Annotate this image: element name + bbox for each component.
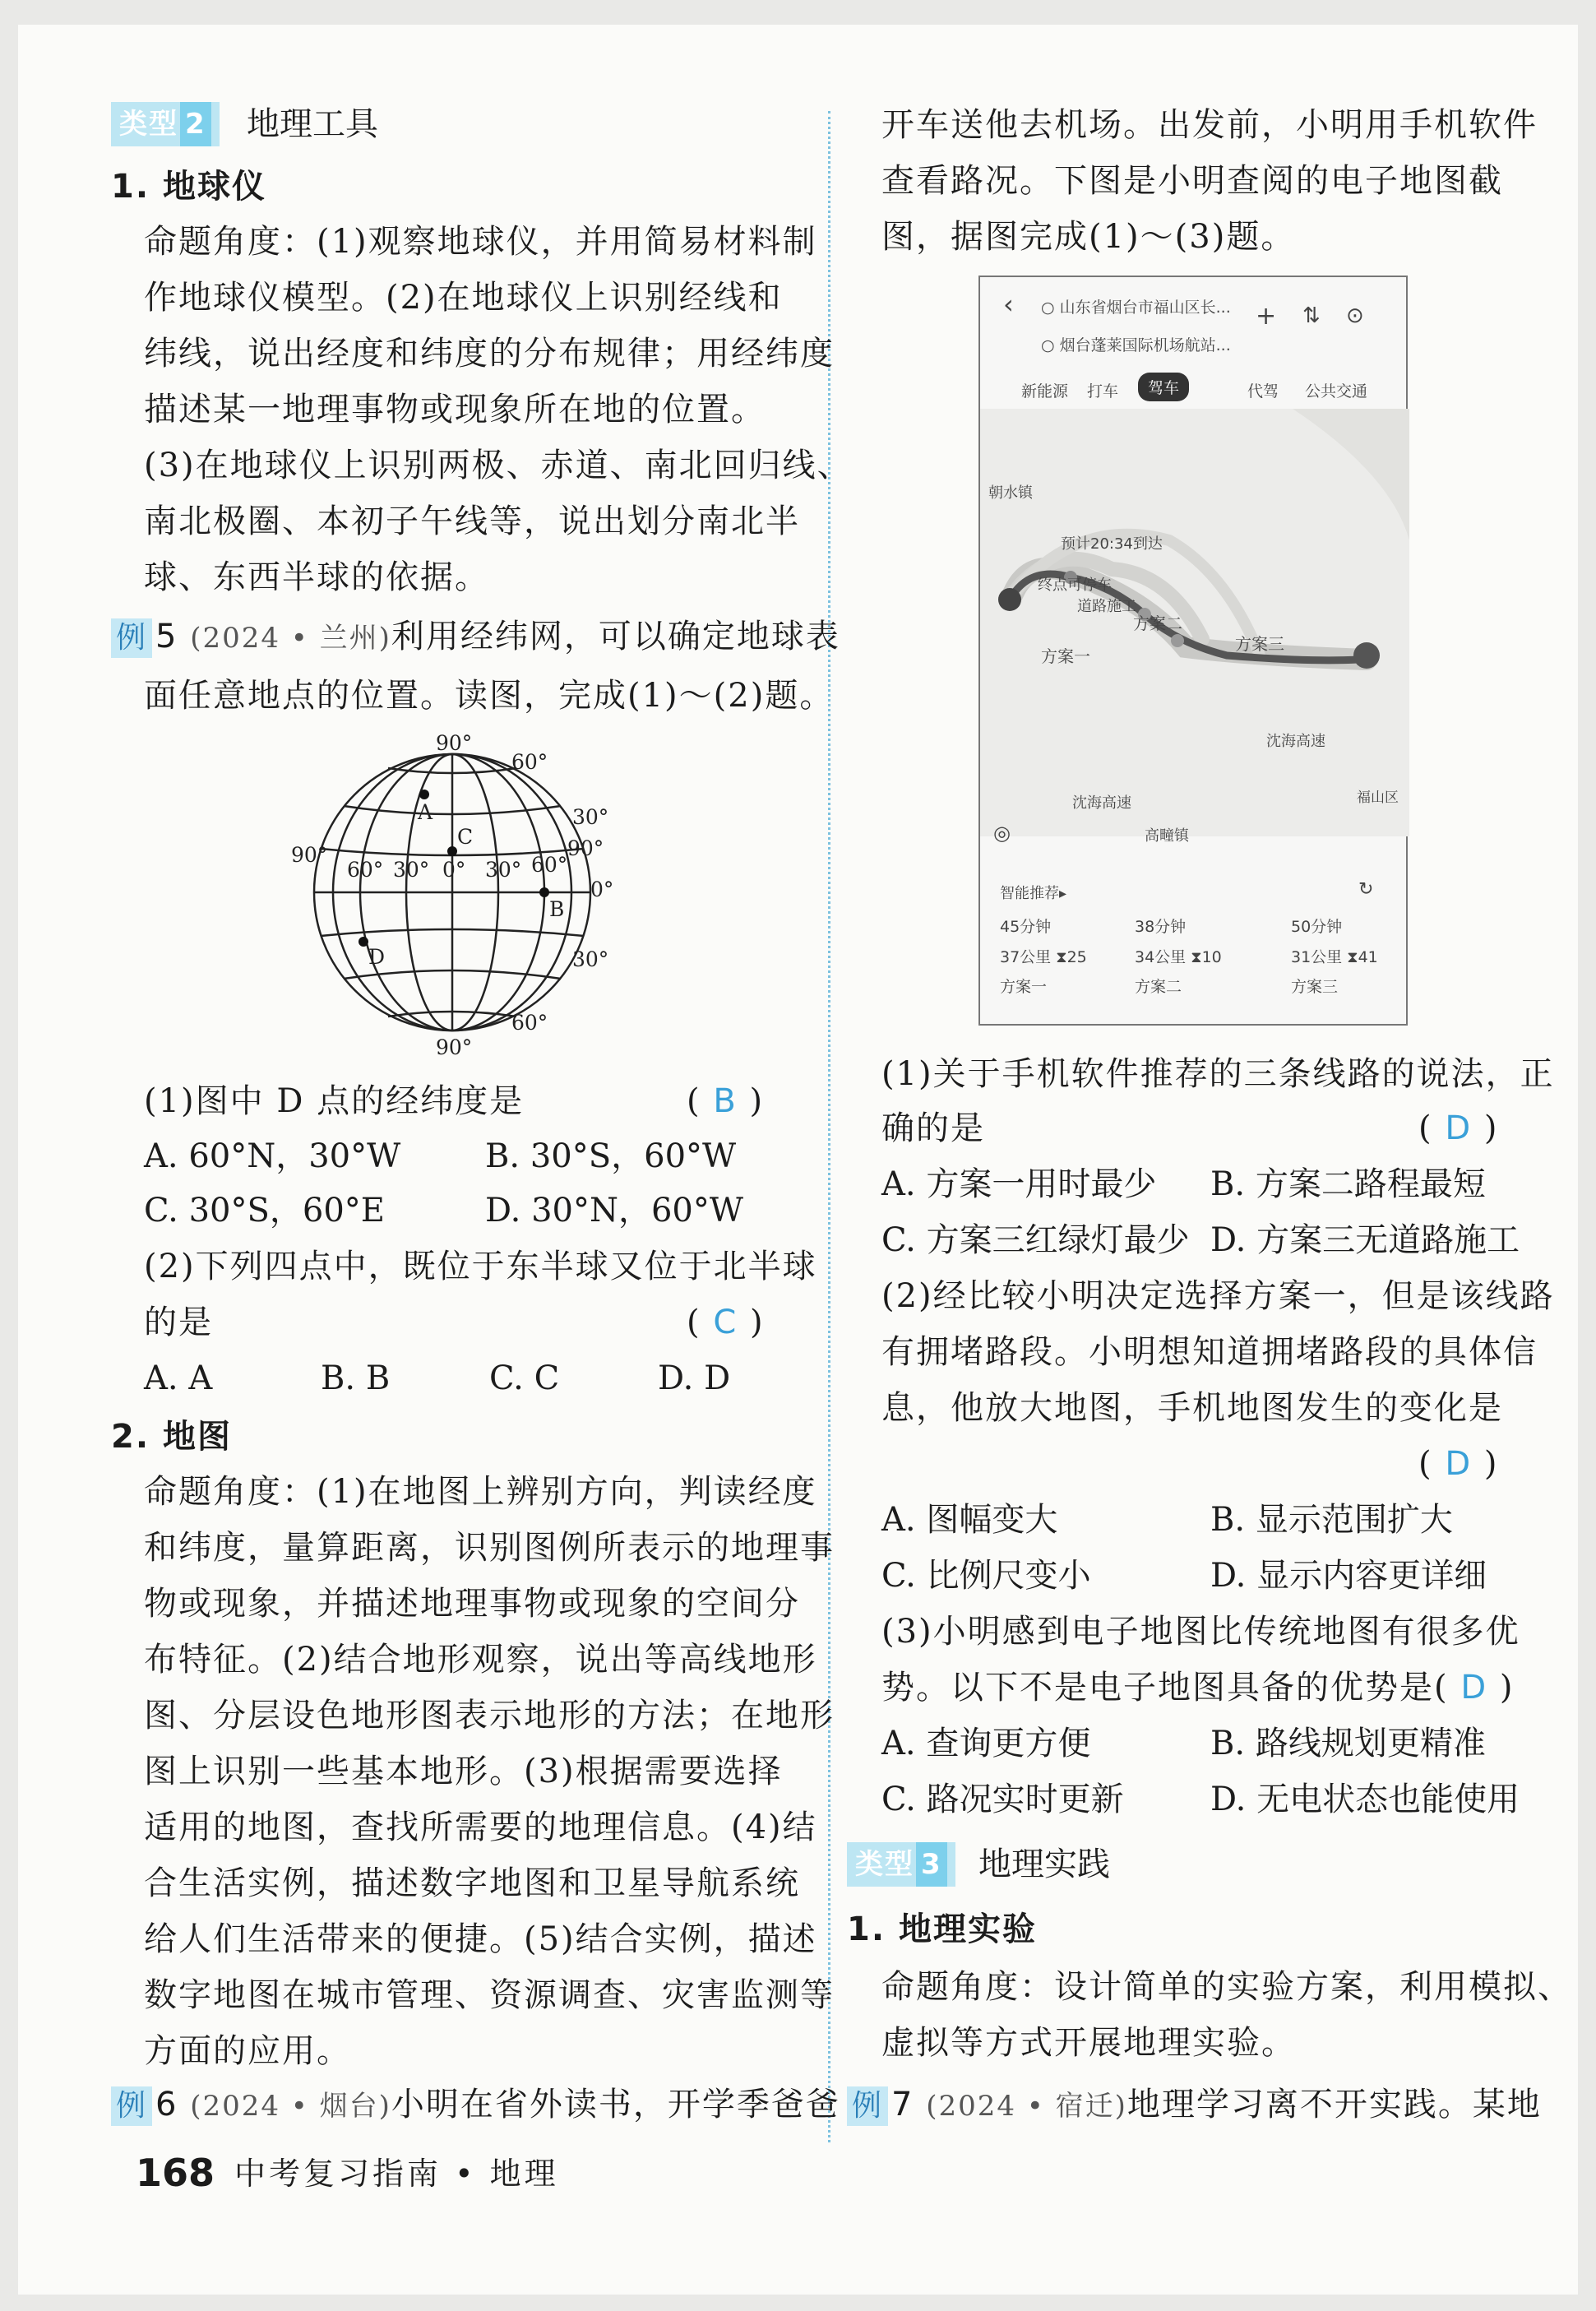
r-q3-stem-line2: 势。以下不是电子地图具备的优势是( D ) [881, 1669, 1515, 1707]
globe-left-label: 90° [291, 843, 328, 867]
ex6-label: 例 [111, 2086, 152, 2126]
globe-bottom-60r-label: 60° [531, 853, 568, 877]
ex6-line3: 查看路况。下图是小明查阅的电子地图截 [881, 162, 1503, 200]
s2p-line-11: 方面的应用。 [144, 2032, 351, 2070]
construction-label: 道路施工 [1077, 598, 1136, 615]
globe-0-label: 0° [590, 878, 614, 901]
district-fushan: 福山区 [1357, 790, 1399, 806]
r-q2-option-b: B. 显示范围扩大 [1210, 1501, 1453, 1539]
q1-answer: B [713, 1082, 738, 1120]
swap-icon: ⇅ [1302, 303, 1321, 328]
ex5-line1 [111, 617, 840, 658]
end-parking-note: 终点可停车 [1038, 577, 1112, 594]
q2-answer: C [713, 1304, 738, 1341]
type2-tag-label: 类型 [119, 108, 178, 141]
r-q1-option-d: D. 方案三无道路施工 [1210, 1221, 1520, 1259]
s1p-line-5: (3)在地球仪上识别两极、赤道、南北回归线、 [144, 447, 852, 484]
s2p-line-2: 和纬度，量算距离，识别图例所表示的地理事 [144, 1529, 835, 1567]
ex6-text1: 小明在省外读书，开学季爸爸 [391, 2086, 840, 2123]
ex5-num: 5 [155, 618, 178, 655]
plan1-name: 方案一 [1000, 978, 1048, 996]
route-label-3: 方案三 [1235, 634, 1284, 654]
q1-option-d: D. 30°N，60°W [485, 1192, 743, 1230]
plan3-time: 50分钟 [1291, 918, 1343, 936]
globe-30s-label: 30° [572, 947, 609, 971]
ex5-text1: 利用经纬网，可以确定地球表 [391, 618, 840, 655]
book-title: 中考复习指南 • 地理 [234, 2156, 559, 2192]
s1p-line-2: 作地球仪模型。(2)在地球仪上识别经线和 [144, 279, 783, 317]
r-q1-stem-line2: 确的是 [881, 1109, 985, 1147]
locate-icon: ◎ [993, 822, 1011, 845]
plan2-time: 38分钟 [1135, 918, 1187, 936]
r-q2-answer: D [1445, 1445, 1473, 1483]
point-a-label: A [418, 800, 433, 824]
ex5-line2: 面任意地点的位置。读图，完成(1)～(2)题。 [144, 677, 835, 715]
ex7-text1: 地理学习离不开实践。某地 [1126, 2086, 1542, 2123]
column-divider [828, 111, 830, 2142]
plan3-lights: 41 [1358, 948, 1378, 966]
s2-title: 2. 地图 [111, 1418, 232, 1456]
plan1-distance: 37公里 ⧗25 [1000, 948, 1087, 966]
r-q1-option-a: A. 方案一用时最少 [881, 1165, 1157, 1203]
point-c-label: C [457, 825, 474, 849]
ex7-label: 例 [847, 2086, 888, 2126]
s1p-line-3: 纬线，说出经度和纬度的分布规律；用经纬度 [144, 335, 835, 373]
s1-title: 1. 地球仪 [111, 168, 266, 206]
r-q3-option-a: A. 查询更方便 [881, 1725, 1091, 1762]
q2-option-d: D. D [658, 1359, 731, 1397]
s2p-line-9: 给人们生活带来的便捷。(5)结合实例，描述 [144, 1920, 817, 1958]
plan1-time: 45分钟 [1000, 918, 1052, 936]
ex6-line4: 图，据图完成(1)～(3)题。 [881, 218, 1296, 256]
r-q1-answer-box: ( D ) [1418, 1109, 1499, 1147]
globe-top-label: 90° [436, 731, 473, 755]
town-gaotuan: 高疃镇 [1145, 827, 1189, 845]
plan2-lights: 10 [1201, 948, 1222, 966]
page-number: 168 [136, 2151, 215, 2195]
back-icon: ‹ [1003, 289, 1014, 320]
globe-60n-label: 60° [511, 750, 548, 774]
origin-text: 山东省烟台市福山区长... [1059, 299, 1231, 317]
globe-60s-label: 60° [511, 1011, 548, 1035]
r-q3-answer: D [1460, 1669, 1488, 1707]
navigation-map-screenshot [978, 276, 1408, 1026]
r-q2-stem-line1: (2)经比较小明决定选择方案一，但是该线路 [881, 1277, 1555, 1315]
ex7-num: 7 [891, 2086, 914, 2123]
mode-taxi: 打车 [1087, 382, 1119, 401]
q1-option-b: B. 30°S，60°W [485, 1137, 737, 1175]
eta-label: 预计20:34到达 [1061, 535, 1163, 553]
type3-title: 地理实践 [978, 1846, 1110, 1883]
plan2-dist-text: 34公里 [1135, 948, 1187, 966]
q1-option-c: C. 30°S，60°E [144, 1192, 386, 1230]
destination-text: 烟台蓬莱国际机场航站... [1059, 336, 1231, 354]
s1p-line-7: 球、东西半球的依据。 [144, 558, 489, 596]
s2p-line-1: 命题角度：(1)在地图上辨别方向，判读经度 [144, 1473, 817, 1511]
q2-option-a: A. A [144, 1359, 213, 1397]
s1p-line-6: 南北极圈、本初子午线等，说出划分南北半 [144, 502, 800, 540]
q1-answer-box: ( B ) [687, 1082, 765, 1120]
mode-drive-selected: 驾车 [1138, 373, 1189, 401]
plan2-name: 方案二 [1135, 978, 1182, 996]
q1-stem: (1)图中 D 点的经纬度是 [144, 1082, 525, 1120]
q2-answer-box: ( C ) [687, 1304, 765, 1341]
q2-option-c: C. C [489, 1359, 560, 1397]
ex6-line1 [111, 2085, 840, 2126]
type2-tag-num: 2 [180, 102, 211, 146]
type3-tag-label: 类型 [855, 1848, 914, 1881]
ex5-source: (2024 • 兰州) [190, 622, 391, 655]
ex5-label: 例 [111, 618, 152, 658]
r-q1-option-b: B. 方案二路程最短 [1210, 1165, 1486, 1203]
route-label-1: 方案一 [1041, 646, 1090, 666]
q2-stem-line1: (2)下列四点中，既位于东半球又位于北半球 [144, 1248, 817, 1285]
type2-tag [111, 102, 220, 146]
r-q2-option-c: C. 比例尺变小 [881, 1557, 1091, 1595]
s3-line2: 虚拟等方式开展地理实验。 [881, 2024, 1296, 2062]
type3-tag [847, 1842, 955, 1887]
mode-transit: 公共交通 [1305, 382, 1368, 401]
plan3-dist-text: 31公里 [1291, 948, 1343, 966]
refresh-icon: ↻ [1358, 879, 1374, 900]
globe-90r-label: 90° [567, 836, 604, 860]
destination-field: ○ 烟台蓬莱国际机场航站... [1041, 336, 1231, 354]
plan3-name: 方案三 [1291, 978, 1339, 996]
s1p-line-4: 描述某一地理事物或现象所在地的位置。 [144, 391, 766, 428]
r-q1-stem-line1: (1)关于手机软件推荐的三条线路的说法，正 [881, 1055, 1555, 1093]
globe-bottom-30-label: 30° [393, 858, 430, 882]
r-q3-stem-text: 势。以下不是电子地图具备的优势是 [881, 1669, 1434, 1707]
r-q2-answer-box: ( D ) [1418, 1445, 1499, 1483]
globe-diagram [291, 731, 641, 1061]
r-q2-option-d: D. 显示内容更详细 [1210, 1557, 1487, 1595]
mode-chauffeur: 代驾 [1247, 382, 1279, 401]
r-q2-stem-line2: 有拥堵路段。小明想知道拥堵路段的具体信 [881, 1333, 1538, 1371]
globe-bottom-60-label: 60° [347, 858, 384, 882]
route-map-canvas [980, 409, 1409, 836]
r-q3-option-c: C. 路况实时更新 [881, 1781, 1124, 1818]
route-label-2: 方案二 [1133, 614, 1182, 633]
ex7-line1 [847, 2085, 1542, 2126]
s2p-line-6: 图上识别一些基本地形。(3)根据需要选择 [144, 1753, 783, 1790]
s2p-line-7: 适用的地图，查找所需要的地理信息。(4)结 [144, 1809, 817, 1846]
ex6-line2: 开车送他去机场。出发前，小明用手机软件 [881, 106, 1538, 144]
smart-recommend-text: 智能推荐 [1000, 885, 1059, 902]
ex6-source: (2024 • 烟台) [190, 2090, 391, 2123]
add-icon: + [1256, 302, 1277, 331]
point-b-label: B [549, 897, 565, 921]
town-chaoshui: 朝水镇 [988, 484, 1033, 502]
plan2-distance: 34公里 ⧗10 [1135, 948, 1222, 966]
type2-title: 地理工具 [247, 105, 378, 143]
s2p-line-8: 合生活实例，描述数字地图和卫星导航系统 [144, 1864, 800, 1902]
r-q3-option-b: B. 路线规划更精准 [1210, 1725, 1486, 1762]
mode-new-energy: 新能源 [1021, 382, 1069, 401]
highway-label-2: 沈海高速 [1072, 794, 1131, 812]
ex7-source: (2024 • 宿迁) [926, 2090, 1127, 2123]
s2p-line-4: 布特征。(2)结合地形观察，说出等高线地形 [144, 1641, 817, 1679]
plan3-distance: 31公里 ⧗41 [1291, 948, 1378, 966]
s1p-line-1: 命题角度：(1)观察地球仪，并用简易材料制 [144, 223, 817, 261]
r-q3-option-d: D. 无电状态也能使用 [1210, 1781, 1520, 1818]
s2p-line-3: 物或现象，并描述地理事物或现象的空间分 [144, 1585, 800, 1623]
ex6-num: 6 [155, 2086, 178, 2123]
s2p-line-10: 数字地图在城市管理、资源调查、灾害监测等 [144, 1976, 835, 2014]
highway-label-1: 沈海高速 [1266, 733, 1325, 750]
voice-icon: ⊙ [1346, 303, 1364, 328]
s2p-line-5: 图、分层设色地形图表示地形的方法；在地形 [144, 1697, 835, 1734]
globe-bottom-label: 90° [436, 1035, 473, 1059]
plan1-dist-text: 37公里 [1000, 948, 1052, 966]
origin-field: ○ 山东省烟台市福山区长... [1041, 299, 1231, 317]
smart-recommend-label: 智能推荐▸ [1000, 885, 1067, 902]
r-q2-stem-line3: 息，他放大地图，手机地图发生的变化是 [881, 1389, 1503, 1427]
s3-title: 1. 地理实验 [847, 1910, 1037, 1948]
globe-bottom-30r-label: 30° [485, 858, 522, 882]
r-q2-option-a: A. 图幅变大 [881, 1501, 1058, 1539]
r-q3-stem-line1: (3)小明感到电子地图比传统地图有很多优 [881, 1613, 1520, 1651]
q1-option-a: A. 60°N，30°W [144, 1137, 401, 1175]
r-q1-answer: D [1445, 1109, 1473, 1147]
r-q1-option-c: C. 方案三红绿灯最少 [881, 1221, 1190, 1259]
globe-30n-label: 30° [572, 805, 609, 829]
type3-tag-num: 3 [916, 1842, 947, 1887]
q2-stem-line2: 的是 [144, 1304, 213, 1341]
point-d-label: D [368, 945, 386, 969]
q2-option-b: B. B [321, 1359, 391, 1397]
globe-bottom-0-label: 0° [442, 858, 466, 882]
plan1-lights: 25 [1066, 948, 1087, 966]
s3-line1: 命题角度：设计简单的实验方案，利用模拟、 [881, 1968, 1572, 2006]
